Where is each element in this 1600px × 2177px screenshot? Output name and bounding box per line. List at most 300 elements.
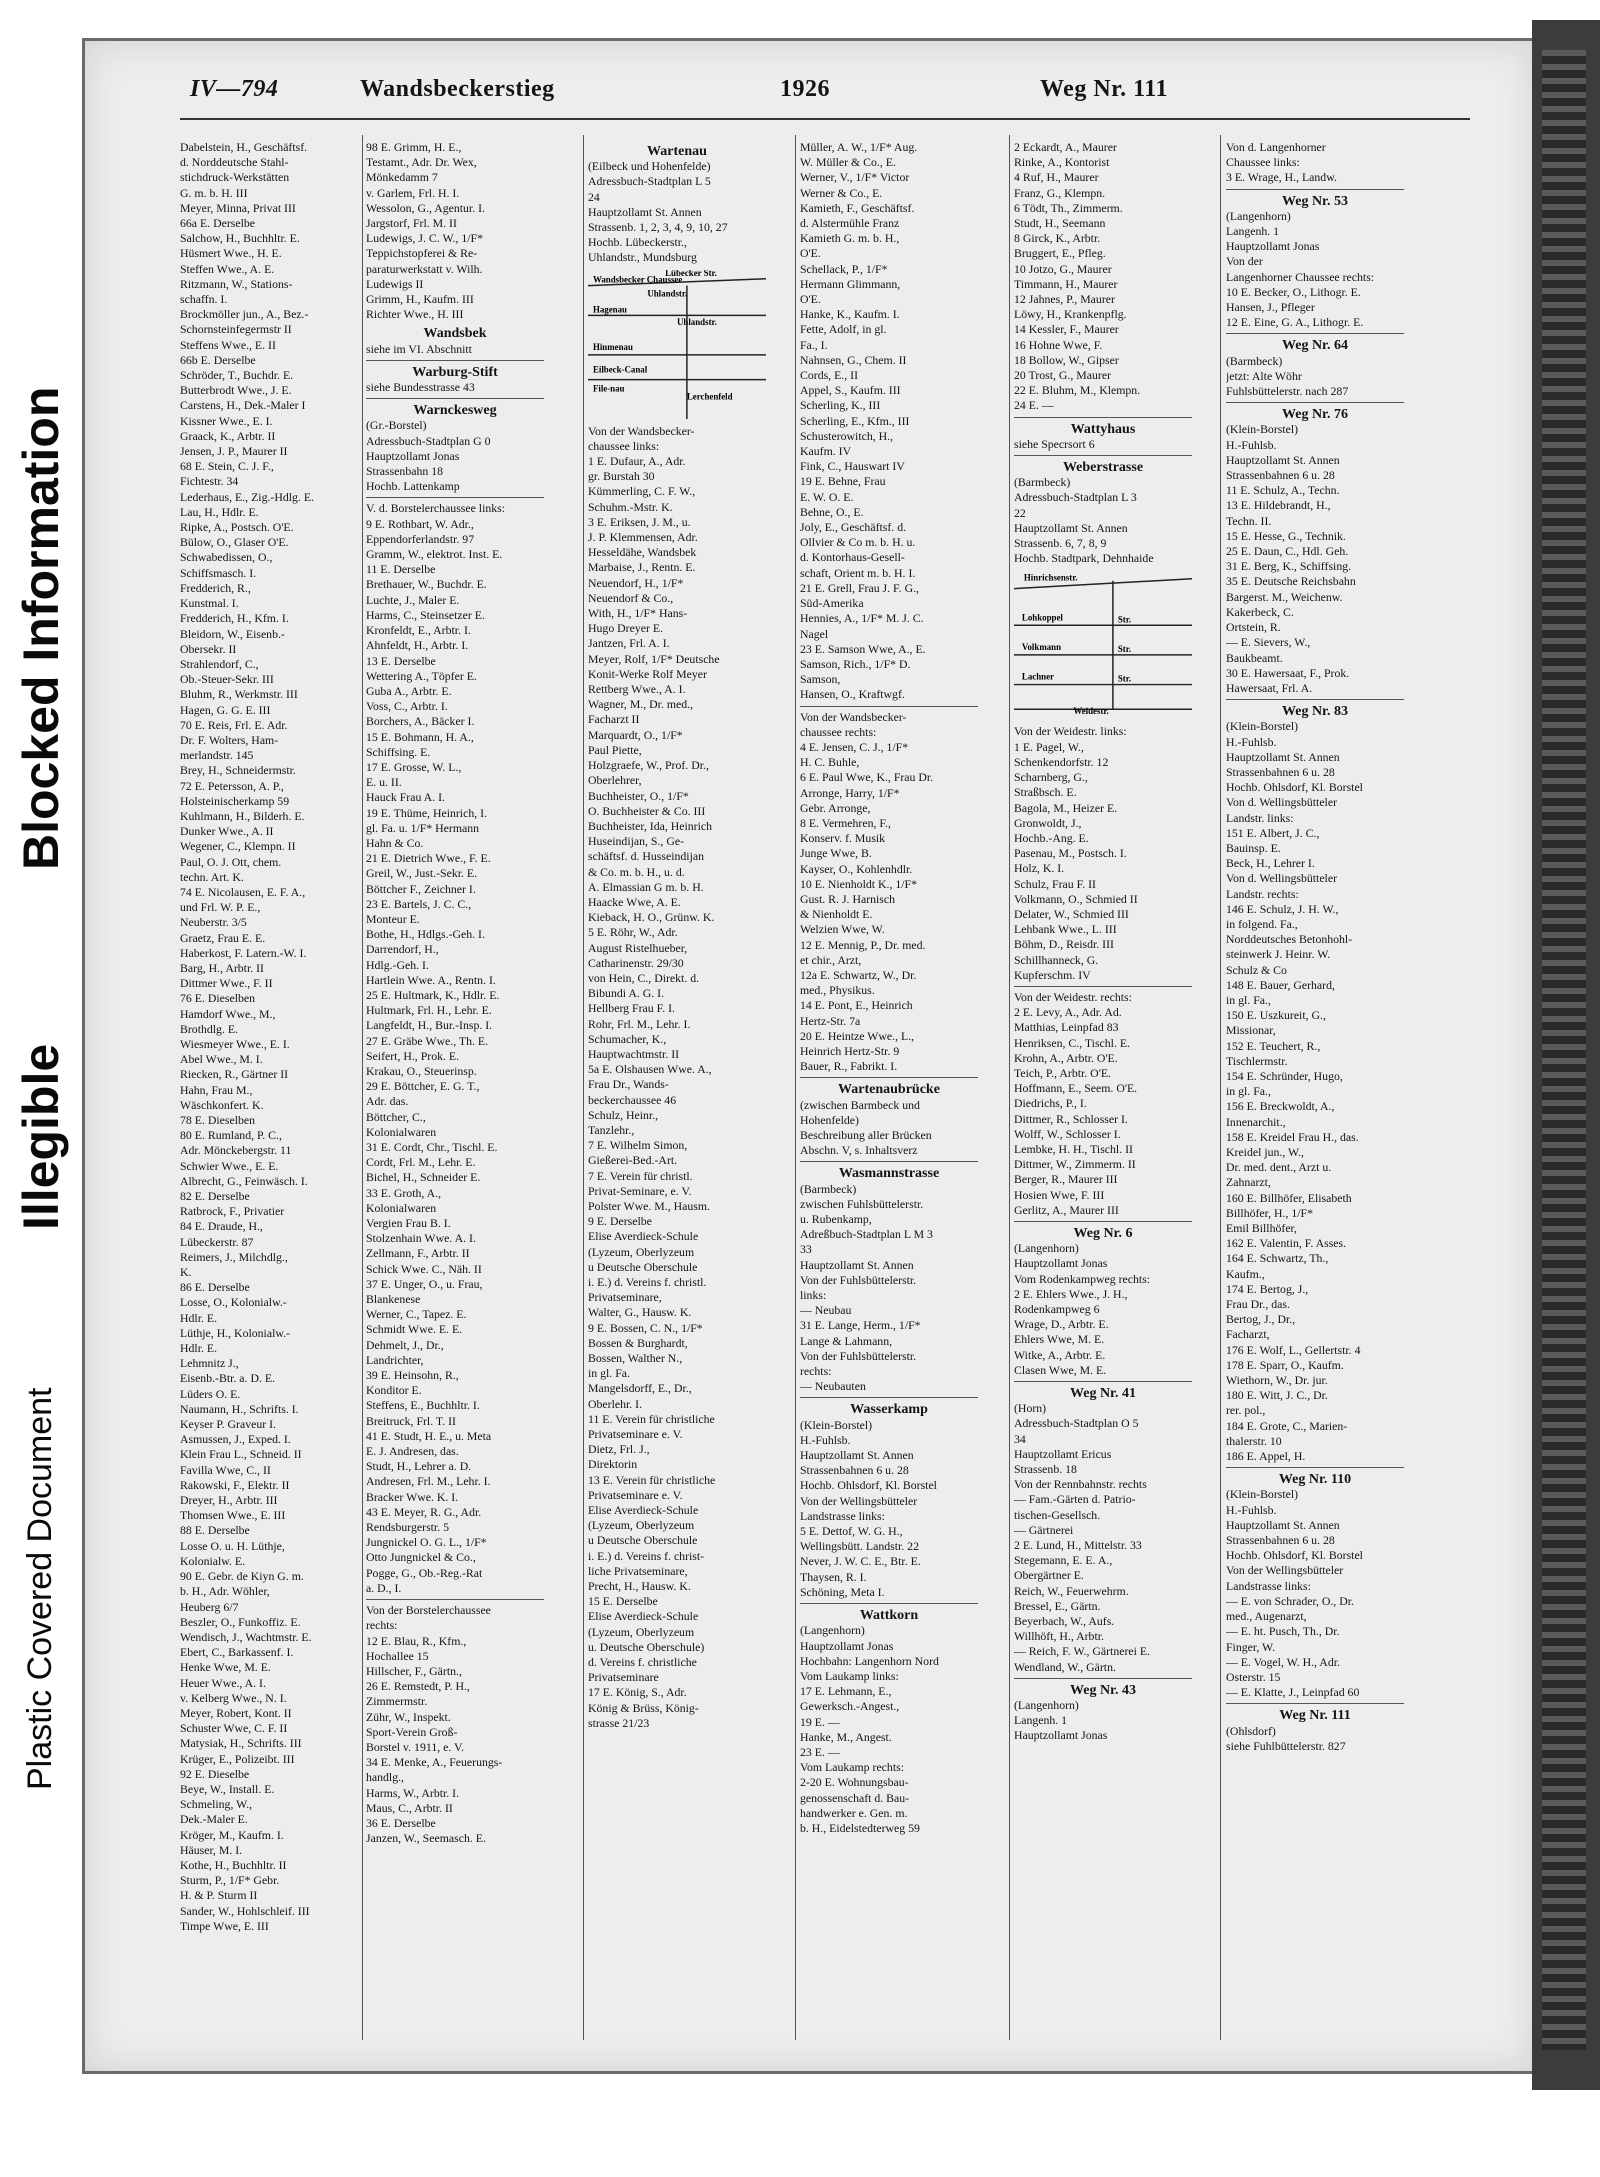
directory-entry: With, H., 1/F* Hans- [588,606,688,621]
directory-entry: Elise Averdieck-Schule [588,1503,699,1518]
directory-entry: 26 E. Remstedt, P. H., [366,1679,470,1694]
directory-entry: 33 E. Groth, A., [366,1185,442,1200]
directory-entry: 9 E. Derselbe [588,1214,652,1229]
directory-entry: Langenh. 1 [1226,224,1280,239]
directory-entry: Kolonialwaren [366,1200,437,1215]
directory-entry: handlg., [366,1770,405,1785]
directory-entry: Bertog, J., Dr., [1226,1312,1296,1327]
directory-entry: Samson, [800,672,841,687]
column-rule [1220,135,1221,2040]
directory-entry: (Klein-Borstel) [1226,422,1299,437]
directory-entry: Buchheister, Ida, Heinrich [588,818,713,833]
directory-entry: K. [180,1265,192,1280]
directory-entry: Langfeldt, H., Bur.-Insp. I. [366,1018,493,1033]
directory-entry: Böttcher F., Zeichner I. [366,881,476,896]
directory-entry: Luchte, J., Maler E. [366,592,460,607]
directory-entry: Ob.-Steuer-Sekr. III [180,672,274,687]
directory-entry: Huseindijan, S., Ge- [588,834,684,849]
page-edge [1532,20,1600,2090]
directory-entry: Stolzenhain Wwe. A. I. [366,1231,476,1246]
directory-entry: Bruggert, E., Pfleg. [1014,246,1106,261]
directory-entry: chaussee rechts: [800,724,877,739]
directory-entry: Konserv. f. Musik [800,831,886,846]
directory-entry: Strassenbahnen 6 u. 28 [1226,764,1335,779]
directory-entry: Hauptzollamt St. Annen [1226,452,1340,467]
directory-entry: 2 E. Ehlers Wwe., J. H., [1014,1286,1128,1301]
directory-entry: Berger, R., Maurer III [1014,1172,1118,1187]
directory-entry: Borstel v. 1911, e. V. [366,1739,464,1754]
directory-entry: Arronge, Harry, 1/F* [800,785,900,800]
directory-entry: Behne, O., E. [800,504,864,519]
street-heading: Wartenaubrücke [838,1082,940,1098]
plastic-covered-label: Plastic Covered Document [21,1387,59,1790]
directory-entry: Von der Wellingsbütteler [1226,1563,1344,1578]
directory-entry: Landstrasse links: [800,1508,885,1523]
directory-entry: Brothdlg. E. [180,1021,238,1036]
directory-entry: Dittmer Wwe., F. II [180,976,273,991]
directory-entry: d. Kontorhaus-Gesell- [800,550,905,565]
directory-entry: Studt, H., Seemann [1014,216,1106,231]
directory-entry: Von der Borstelerchaussee [366,1603,491,1618]
directory-entry: 160 E. Billhöfer, Elisabeth [1226,1190,1352,1205]
directory-entry: Oberlehrer, [588,773,642,788]
directory-entry: Von der [1226,254,1263,269]
directory-entry: 41 E. Studt, H. E., u. Meta [366,1428,492,1443]
directory-entry: Wellingsbütt. Landstr. 22 [800,1539,919,1554]
directory-entry: — Reich, F. W., Gärtnerei E. [1014,1644,1151,1659]
street-heading: Weg Nr. 111 [1279,1708,1351,1724]
header-rule [180,118,1470,120]
section-divider [1014,1678,1192,1679]
directory-entry: Werner & Co., E. [800,185,883,200]
street-label: Wandsbecker Chaussee [592,274,683,285]
directory-entry: Henriksen, C., Tischl. E. [1014,1035,1131,1050]
directory-entry: Butterbrodt Wwe., J. E. [180,383,292,398]
directory-entry: Von der Fuhlsbüttelerstr. [800,1272,917,1287]
directory-entry: O'E. [800,246,821,261]
directory-entry: Schillhanneck, G. [1014,952,1099,967]
directory-entry: Zimmermstr. [366,1694,428,1709]
street-label: Volkmann [1021,642,1062,653]
directory-entry: 30 E. Hawersaat, F., Prok. [1226,665,1350,680]
directory-entry: 21 E. Grell, Frau J. F. G., [800,580,919,595]
directory-entry: Teppichstopferei & Re- [366,246,478,261]
directory-entry: (Klein-Borstel) [800,1417,873,1432]
directory-entry: Adressbuch-Stadtplan L 3 [1014,490,1137,505]
directory-entry: (Langenhorn) [1014,1698,1079,1713]
directory-entry: Carstens, H., Dek.-Maler I [180,398,306,413]
directory-entry: Hochb. Ohlsdorf, Kl. Borstel [1226,780,1363,795]
directory-entry: Landstrasse links: [1226,1578,1311,1593]
column-rule [795,135,796,2040]
directory-entry: Hansen, J., Pfleger [1226,300,1315,315]
directory-entry: Kothe, H., Buchhltr. II [180,1857,287,1872]
directory-entry: Adressbuch-Stadtplan L 5 [588,174,711,189]
directory-entry: Langenhorner Chaussee rechts: [1226,269,1375,284]
directory-entry: Meyer, Rolf, 1/F* Deutsche [588,651,720,666]
directory-entry: Welzien Wwe, W. [800,922,885,937]
directory-entry: in folgend. Fa., [1226,916,1298,931]
street-heading: Weg Nr. 53 [1282,193,1348,209]
directory-entry: 148 E. Bauer, Gerhard, [1226,977,1335,992]
directory-entry: Neuberstr. 3/5 [180,915,247,930]
year: 1926 [780,76,830,102]
street-label: Str. [1117,614,1132,625]
sidebar-labels [0,0,80,2177]
directory-entry: techn. Art. K. [180,869,244,884]
directory-entry: 17 E. Lehmann, E., [800,1684,892,1699]
directory-entry: Beck, H., Lehrer I. [1226,856,1315,871]
directory-entry: u. Rubenkamp, [800,1212,872,1227]
directory-entry: Hawersaat, Frl. A. [1226,680,1313,695]
directory-entry: Dittmer, R., Schlosser I. [1014,1111,1128,1126]
directory-entry: Adressbuch-Stadtplan G 0 [366,433,491,448]
directory-entry: Krakau, O., Steuerinsp. [366,1063,477,1078]
directory-entry: Strassenb. 18 [1014,1462,1077,1477]
directory-entry: Hdlg.-Geh. I. [366,957,429,972]
directory-entry: Innenarchit., [1226,1114,1286,1129]
directory-entry: 10 E. Becker, O., Lithogr. E. [1226,284,1361,299]
directory-entry: gr. Burstah 30 [588,469,655,484]
directory-entry: Hanke, K., Kaufm. I. [800,307,900,322]
directory-entry: Ludewigs II [366,276,424,291]
directory-entry: schaffn. I. [180,292,228,307]
directory-entry: Hauptzollamt St. Annen [800,1257,914,1272]
directory-entry: Strahlendorf, C., [180,656,259,671]
street-plan [1014,570,1192,720]
directory-entry: Schusterowitch, H., [800,428,894,443]
directory-entry: Seifert, H., Prok. E. [366,1048,460,1063]
directory-entry: Sturm, P., 1/F* Gebr. [180,1873,280,1888]
directory-entry: Witke, A., Arbtr. E. [1014,1347,1106,1362]
directory-entry: Von der Weidestr. rechts: [1014,989,1132,1004]
directory-entry: Elise Averdieck-Schule [588,1229,699,1244]
directory-entry: Gramm, W., elektrot. Inst. E. [366,547,503,562]
directory-entry: 4 Ruf, H., Maurer [1014,170,1099,185]
directory-entry: Heuberg 6/7 [180,1599,239,1614]
directory-entry: Hesseldähe, Wandsbek [588,545,697,560]
directory-entry: 3 E. Eriksen, J. M., u. [588,514,691,529]
directory-entry: 15 E. Hesse, G., Technik. [1226,528,1346,543]
column-3 [588,140,766,2040]
directory-entry: Von der Wellingsbütteler [800,1493,918,1508]
directory-entry: Eisenb.-Btr. a. D. E. [180,1371,276,1386]
section-divider [366,497,544,498]
directory-entry: thalerstr. 10 [1226,1433,1282,1448]
directory-entry: Süd-Amerika [800,596,864,611]
directory-entry: Hauptzollamt Jonas [1014,1728,1108,1743]
directory-entry: Sander, W., Hohlschleif. III [180,1903,310,1918]
directory-entry: Clasen Wwe, M. E. [1014,1362,1107,1377]
directory-entry: Ritzmann, W., Stations- [180,276,293,291]
directory-entry: H.-Fuhlsb. [1226,1502,1277,1517]
directory-entry: 5 E. Dettof, W. G. H., [800,1524,903,1539]
directory-entry: Landstr. rechts: [1226,886,1299,901]
directory-entry: Walter, G., Hausw. K. [588,1305,692,1320]
directory-entry: 178 E. Sparr, O., Kaufm. [1226,1357,1344,1372]
directory-entry: Hauptzollamt Jonas [1226,239,1320,254]
column-rule [362,135,363,2040]
directory-entry: Dreyer, H., Arbtr. III [180,1493,278,1508]
directory-entry: Beyerbach, W., Aufs. [1014,1614,1115,1629]
directory-entry: med., Augenarzt, [1226,1609,1307,1624]
directory-entry: Privatseminare e. V. [588,1487,683,1502]
directory-entry: jetzt: Alte Wöhr [1226,368,1302,383]
directory-entry: Vergien Frau B. I. [366,1216,451,1231]
directory-entry: Lehmnitz J., [180,1356,239,1371]
directory-entry: 92 E. Dieselbe [180,1766,250,1781]
directory-entry: Hochb. Lübeckerstr., [588,235,687,250]
directory-entry: Vom Laukamp links: [800,1668,899,1683]
directory-entry: Wagner, M., Dr. med., [588,697,694,712]
directory-entry: stichdruck-Werkstätten [180,170,290,185]
directory-entry: Sport-Verein Groß- [366,1724,458,1739]
section-divider [1226,1467,1404,1468]
directory-entry: Jungnickel O. G. L., 1/F* [366,1535,487,1550]
directory-entry: beckerchaussee 46 [588,1092,677,1107]
directory-entry: Keyser P. Graveur I. [180,1417,276,1432]
directory-entry: i. E.) d. Vereins f. christ- [588,1548,705,1563]
directory-entry: Schick Wwe. C., Näh. II [366,1261,482,1276]
directory-entry: Dehmelt, J., Dr., [366,1337,444,1352]
directory-entry: Andresen, Frl. M., Lehr. I. [366,1474,491,1489]
directory-entry: 164 E. Schwartz, Th., [1226,1251,1329,1266]
directory-entry: Kamieth G. m. b. H., [800,231,900,246]
directory-entry: 12 E. Blau, R., Kfm., [366,1633,467,1648]
directory-entry: Asmussen, J., Exped. I. [180,1432,291,1447]
directory-entry: Schumacher, K., [588,1031,667,1046]
directory-entry: Studt, H., Lehrer a. D. [366,1459,472,1474]
directory-entry: Schellack, P., 1/F* [800,261,888,276]
directory-entry: Marbaise, J., Rentn. E. [588,560,696,575]
directory-entry: (Langenhorn) [800,1623,865,1638]
directory-entry: Neuendorf & Co., [588,590,674,605]
directory-entry: Hellberg Frau F. I. [588,1001,675,1016]
directory-entry: Jensen, J. P., Maurer II [180,444,288,459]
directory-entry: Haacke Wwe, A. E. [588,894,681,909]
directory-entry: Matthias, Leinpfad 83 [1014,1020,1119,1035]
directory-entry: Lehbank Wwe., L. III [1014,922,1117,937]
directory-entry: 8 E. Vermehren, F., [800,815,891,830]
directory-entry: 68 E. Stein, C. J. F., [180,459,274,474]
directory-entry: handwerker e. Gen. m. [800,1805,908,1820]
directory-entry: 7 E. Verein für christl. [588,1168,693,1183]
directory-entry: 19 E. Behne, Frau [800,474,886,489]
directory-entry: Mangelsdorff, E., Dr., [588,1381,692,1396]
directory-entry: siehe Bundesstrasse 43 [366,380,475,395]
directory-entry: 98 E. Grimm, H. E., [366,140,462,154]
directory-entry: Tanzlehr., [588,1122,635,1137]
directory-entry: Hochb.-Ang. E. [1014,830,1089,845]
street-label: Weidestr. [1073,706,1109,717]
directory-entry: Ripke, A., Postsch. O'E. [180,520,294,535]
directory-entry: (Gr.-Borstel) [366,418,427,433]
directory-entry: Hochbahn: Langenhorn Nord [800,1653,939,1668]
directory-entry: Bagola, M., Heizer E. [1014,800,1118,815]
directory-entry: 5 E. Röhr, W., Adr. [588,925,678,940]
directory-entry: Gießerei-Bed.-Art. [588,1153,678,1168]
directory-entry: 23 E. — [800,1744,840,1759]
directory-entry: 25 E. Daun, C., Hdl. Geh. [1226,544,1349,559]
directory-entry: 36 E. Derselbe [366,1815,436,1830]
directory-entry: Lübeckerstr. 87 [180,1234,254,1249]
directory-entry: Heinrich Hertz-Str. 9 [800,1043,900,1058]
column-1 [180,140,358,2040]
directory-entry: Pogge, G., Ob.-Reg.-Rat [366,1565,483,1580]
directory-entry: Lange & Lahmann, [800,1333,893,1348]
directory-entry: Von der Wandsbecker- [588,423,695,438]
directory-entry: Hamdorf Wwe., M., [180,1006,276,1021]
directory-entry: König & Brüss, König- [588,1700,699,1715]
directory-entry: liche Privatseminare, [588,1563,688,1578]
directory-entry: Greil, W., Just.-Sekr. E. [366,866,478,881]
directory-entry: (Eilbeck und Hohenfelde) [588,159,711,174]
directory-entry: Straßbsch. E. [1014,785,1077,800]
directory-entry: 176 E. Wolf, L., Gellertstr. 4 [1226,1342,1361,1357]
directory-entry: 90 E. Gebr. de Kiyn G. m. [180,1569,304,1584]
directory-entry: rechts: [366,1618,398,1633]
street-heading: Wattyhaus [1070,421,1136,437]
directory-entry: Langenh. 1 [1014,1713,1068,1728]
directory-entry: E. W. O. E. [800,489,854,504]
directory-entry: Böttcher, C., [366,1109,426,1124]
directory-entry: Strassenb. 1, 2, 3, 4, 9, 10, 27 [588,220,728,235]
directory-entry: H. C. Buhle, [800,755,860,770]
directory-entry: Barg, H., Arbtr. II [180,960,264,975]
directory-entry: Bossen & Burghardt, [588,1335,688,1350]
directory-entry: Kuhlmann, H., Bilderh. E. [180,808,305,823]
directory-entry: Schulz & Co [1226,962,1287,977]
directory-entry: Wiethorn, W., Dr. jur. [1226,1373,1328,1388]
directory-entry: Ahnfeldt, H., Arbtr. I. [366,638,469,653]
directory-entry: Henke Wwe, M. E. [180,1660,271,1675]
directory-entry: Facharzt, [1226,1327,1270,1342]
directory-entry: Losse, O., Kolonialw.- [180,1295,287,1310]
directory-entry: Von d. Langenhorner [1226,140,1326,154]
street-heading: Weg Nr. 41 [1070,1386,1136,1402]
directory-entry: 15 E. Bohmann, H. A., [366,729,474,744]
directory-entry: G. m. b. H. III [180,185,248,200]
directory-entry: — E. Klatte, J., Leinpfad 60 [1226,1685,1360,1700]
directory-entry: 151 E. Albert, J. C., [1226,825,1320,840]
directory-entry: Hartlein Wwe. A., Rentn. I. [366,972,496,987]
directory-entry: Hoffmann, E., Seem. O'E. [1014,1081,1138,1096]
directory-entry: 15 E. Derselbe [588,1594,658,1609]
directory-entry: 12 E. Mennig, P., Dr. med. [800,937,926,952]
directory-entry: 19 E. — [800,1714,840,1729]
directory-entry: 31 E. Lange, Herm., 1/F* [800,1318,921,1333]
directory-entry: Osterstr. 15 [1226,1669,1281,1684]
column-6 [1226,140,1404,2040]
directory-entry: 174 E. Bertog, J., [1226,1281,1309,1296]
directory-entry: merlandstr. 145 [180,748,254,763]
directory-entry: (Barmbeck) [800,1181,857,1196]
directory-entry: Wettering A., Töpfer E. [366,668,477,683]
directory-entry: Hochb. Lattenkamp [366,479,460,494]
directory-entry: in gl. Fa., [1226,1084,1271,1099]
directory-entry: Bauer, R., Fabrikt. I. [800,1059,898,1074]
directory-entry: 20 E. Heintze Wwe., L., [800,1028,915,1043]
directory-entry: Adreßbuch-Stadtplan L M 3 [800,1227,933,1242]
directory-entry: Breitruck, Frl. T. II [366,1413,456,1428]
street-heading: Weg Nr. 76 [1282,407,1348,423]
directory-entry: Rinke, A., Kontorist [1014,155,1110,170]
directory-entry: Hauptzollamt St. Annen [1226,749,1340,764]
directory-entry: 7 E. Wilhelm Simon, [588,1138,688,1153]
directory-entry: 156 E. Breckwoldt, A., [1226,1099,1335,1114]
directory-entry: Paul, O. J. Ott, chem. [180,854,282,869]
directory-entry: Billhöfer, H., 1/F* [1226,1205,1314,1220]
directory-entry: E. J. Andresen, das. [366,1444,459,1459]
directory-entry: O'E. [800,292,821,307]
directory-entry: Favilla Wwe, C., II [180,1462,271,1477]
directory-entry: b. H., Adr. Wöhler, [180,1584,270,1599]
directory-entry: Meyer, Minna, Privat III [180,200,296,215]
directory-entry: Lüthje, H., Kolonialw.- [180,1325,290,1340]
directory-entry: Hansen, O., Kraftwgf. [800,687,905,702]
directory-entry: Maus, C., Arbtr. II [366,1800,453,1815]
directory-entry: Joly, E., Geschäftsf. d. [800,520,907,535]
directory-entry: V. d. Borstelerchaussee links: [366,501,506,516]
directory-entry: Vom Rodenkampweg rechts: [1014,1271,1151,1286]
directory-entry: Never, J. W. C. E., Btr. E. [800,1554,921,1569]
directory-entry: rechts: [800,1364,832,1379]
street-plan [588,270,766,420]
directory-entry: 9 E. Rothbart, W. Adr., [366,516,474,531]
directory-entry: Hochallee 15 [366,1648,429,1663]
directory-entry: H.-Fuhlsb. [1226,734,1277,749]
directory-entry: Adressbuch-Stadtplan O 5 [1014,1416,1139,1431]
directory-entry: 27 E. Gräbe Wwe., Th. E. [366,1033,489,1048]
directory-entry: Kayser, O., Kohlenhdlr. [800,861,913,876]
directory-entry: 11 E. Schulz, A., Techn. [1226,483,1340,498]
section-divider [1226,1703,1404,1704]
directory-entry: Steffen Wwe., A. E. [180,261,275,276]
directory-entry: 162 E. Valentin, F. Asses. [1226,1236,1347,1251]
section-divider [1226,333,1404,334]
directory-entry: siehe Fuhlbüttelerstr. 827 [1226,1738,1346,1753]
directory-entry: Strassenb. 6, 7, 8, 9 [1014,536,1107,551]
directory-entry: Von der Rennbahnstr. rechts [1014,1477,1147,1492]
directory-entry: Timpe Wwe, E. III [180,1918,269,1933]
directory-entry: Riecken, R., Gärtner II [180,1067,289,1082]
directory-entry: Hagen, G. G. E. III [180,702,271,717]
directory-entry: Von der Weidestr. links: [1014,724,1127,739]
directory-entry: Von der Fuhlsbüttelerstr. [800,1348,917,1363]
directory-entry: Meyer, Robert, Kont. II [180,1705,292,1720]
directory-entry: Kissner Wwe., E. I. [180,413,273,428]
directory-entry: Techn. II. [1226,513,1272,528]
directory-entry: Bothe, H., Hdlgs.-Geh. I. [366,927,485,942]
directory-entry: 37 E. Unger, O., u. Frau, [366,1276,483,1291]
directory-entry: u Deutsche Oberschule [588,1533,698,1548]
directory-entry: Ehlers Wwe, M. E. [1014,1332,1105,1347]
street-label: Hinmenau [592,341,633,352]
directory-entry: Jantzen, Frl. A. I. [588,636,670,651]
directory-entry: 74 E. Nicolausen, E. F. A., [180,884,306,899]
directory-entry: Haberkost, F. Latern.-W. I. [180,945,307,960]
directory-entry: Obersekr. II [180,641,237,656]
street-range-start: Wandsbeckerstieg [360,76,555,102]
directory-entry: H. & P. Sturm II [180,1888,258,1903]
directory-entry: Matysiak, H., Schrifts. III [180,1736,302,1751]
directory-entry: Monteur E. [366,911,420,926]
directory-entry: Strassenbahn 18 [366,464,443,479]
directory-entry: Grimm, H., Kaufm. III [366,292,474,307]
street-heading: Wattkorn [859,1608,919,1624]
directory-entry: von Hein, C., Direkt. d. [588,970,700,985]
directory-entry: Cords, E., II [800,368,858,383]
